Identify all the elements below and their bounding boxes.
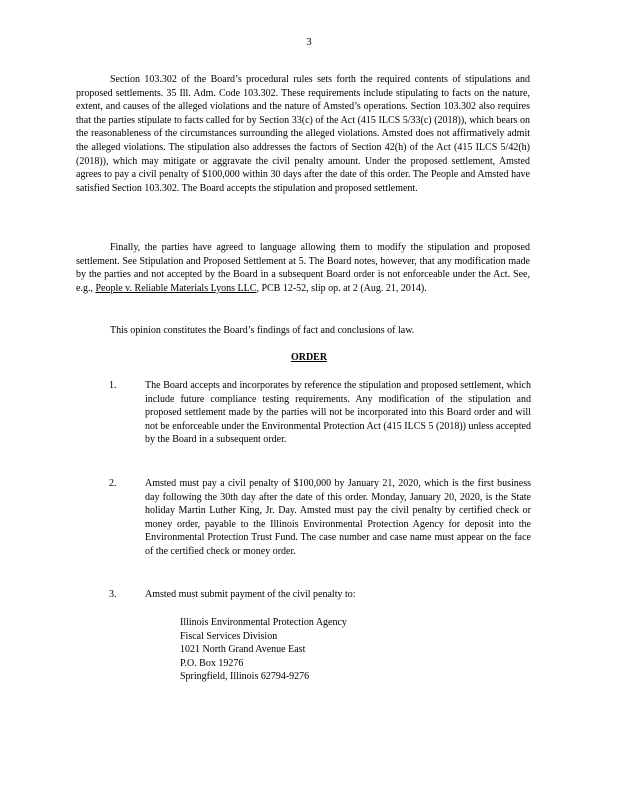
paragraph-settlement-contents — [76, 73, 530, 195]
order-item-text: Amsted must pay a civil penalty of $100,000 by January 21, 2020, which is the first business day following the 30th day after the date of this order. Monday, January 20, 2020, is the State holiday Martin Luther King, Jr. Day. Amsted must pay the civil penalty by certified check or money order, payable to the Illinois Environmental Protection Agency for deposit into the Environmental Protection Trust Fund. The case number and case name must appear on the face of the certified check or money order. — [145, 478, 531, 557]
case-citation: People v. Reliable Materials Lyons LLC — [95, 282, 257, 294]
order-item-text: The Board accepts and incorporates by reference the stipulation and proposed settlement, which include future compliance testing requirements. Any modification of the stipulation and proposed settlement made by the parties will not be incorporated into this Board order and will not be enforceable under the Environmental Protection Act (415 ILCS 5 (2018)) unless accepted by the Board in a subsequent order. — [145, 380, 531, 446]
order-item-number: 2. — [109, 478, 117, 489]
payment-address — [180, 616, 347, 684]
order-item-number: 1. — [109, 380, 117, 391]
order-item-number: 3. — [109, 589, 117, 600]
address-line-city: Springfield, Illinois 62794-9276 — [180, 671, 310, 683]
order-item-text: Amsted must submit payment of the civil penalty to: — [145, 589, 356, 600]
paragraph-text: Finally, the parties have agreed to language allowing them to modify the stipulation and proposed settlement. See Stipulation and Proposed Settlement at 5. The Board notes, however, that any modification made by the parties and not accepted by the Board in a subsequent Board order is not enforceable under the Act. See, e.g., — [76, 242, 530, 294]
address-line-po-box: P.O. Box 19276 — [180, 657, 244, 669]
order-heading — [0, 352, 618, 363]
paragraph-findings — [76, 324, 530, 338]
paragraph-text: Section 103.302 of the Board’s procedural rules sets forth the required contents of stipulations and proposed settlements. 35 Ill. Adm. Code 103.302. These requirements include stipulating to facts on the nature, extent, and causes of the alleged violations and the nature of Amsted’s operations. Section 103.302 also requires that the parties stipulate to facts called for by Section 33(c) of the Act (415 ILCS 5/33(c) (2018)), which bears on the reasonableness of the circumstances surrounding the alleged violations. Amsted does not affirmatively admit the alleged violations. The stipulation also addresses the factors of Section 42(h) of the Act (415 ILCS 5/42(h) (2018)), which may mitigate or aggravate the civil penalty amount. Under the proposed settlement, Amsted agrees to pay a civil penalty of $100,000 within 30 days after the date of this order. The People and Amsted have satisfied Section 103.302. The Board accepts the stipulation and proposed settlement. — [76, 74, 530, 194]
paragraph-text: This opinion constitutes the Board’s findings of fact and conclusions of law. — [110, 325, 415, 336]
citation-details: , PCB 12-52, slip op. at 2 (Aug. 21, 2014). — [256, 282, 427, 294]
address-line-division: Fiscal Services Division — [180, 630, 278, 642]
page-number: 3 — [306, 37, 312, 48]
order-heading-text: ORDER — [290, 352, 328, 363]
address-line-agency: Illinois Environmental Protection Agency — [180, 617, 347, 628]
paragraph-modification — [76, 241, 530, 295]
address-line-street: 1021 North Grand Avenue East — [180, 644, 306, 656]
